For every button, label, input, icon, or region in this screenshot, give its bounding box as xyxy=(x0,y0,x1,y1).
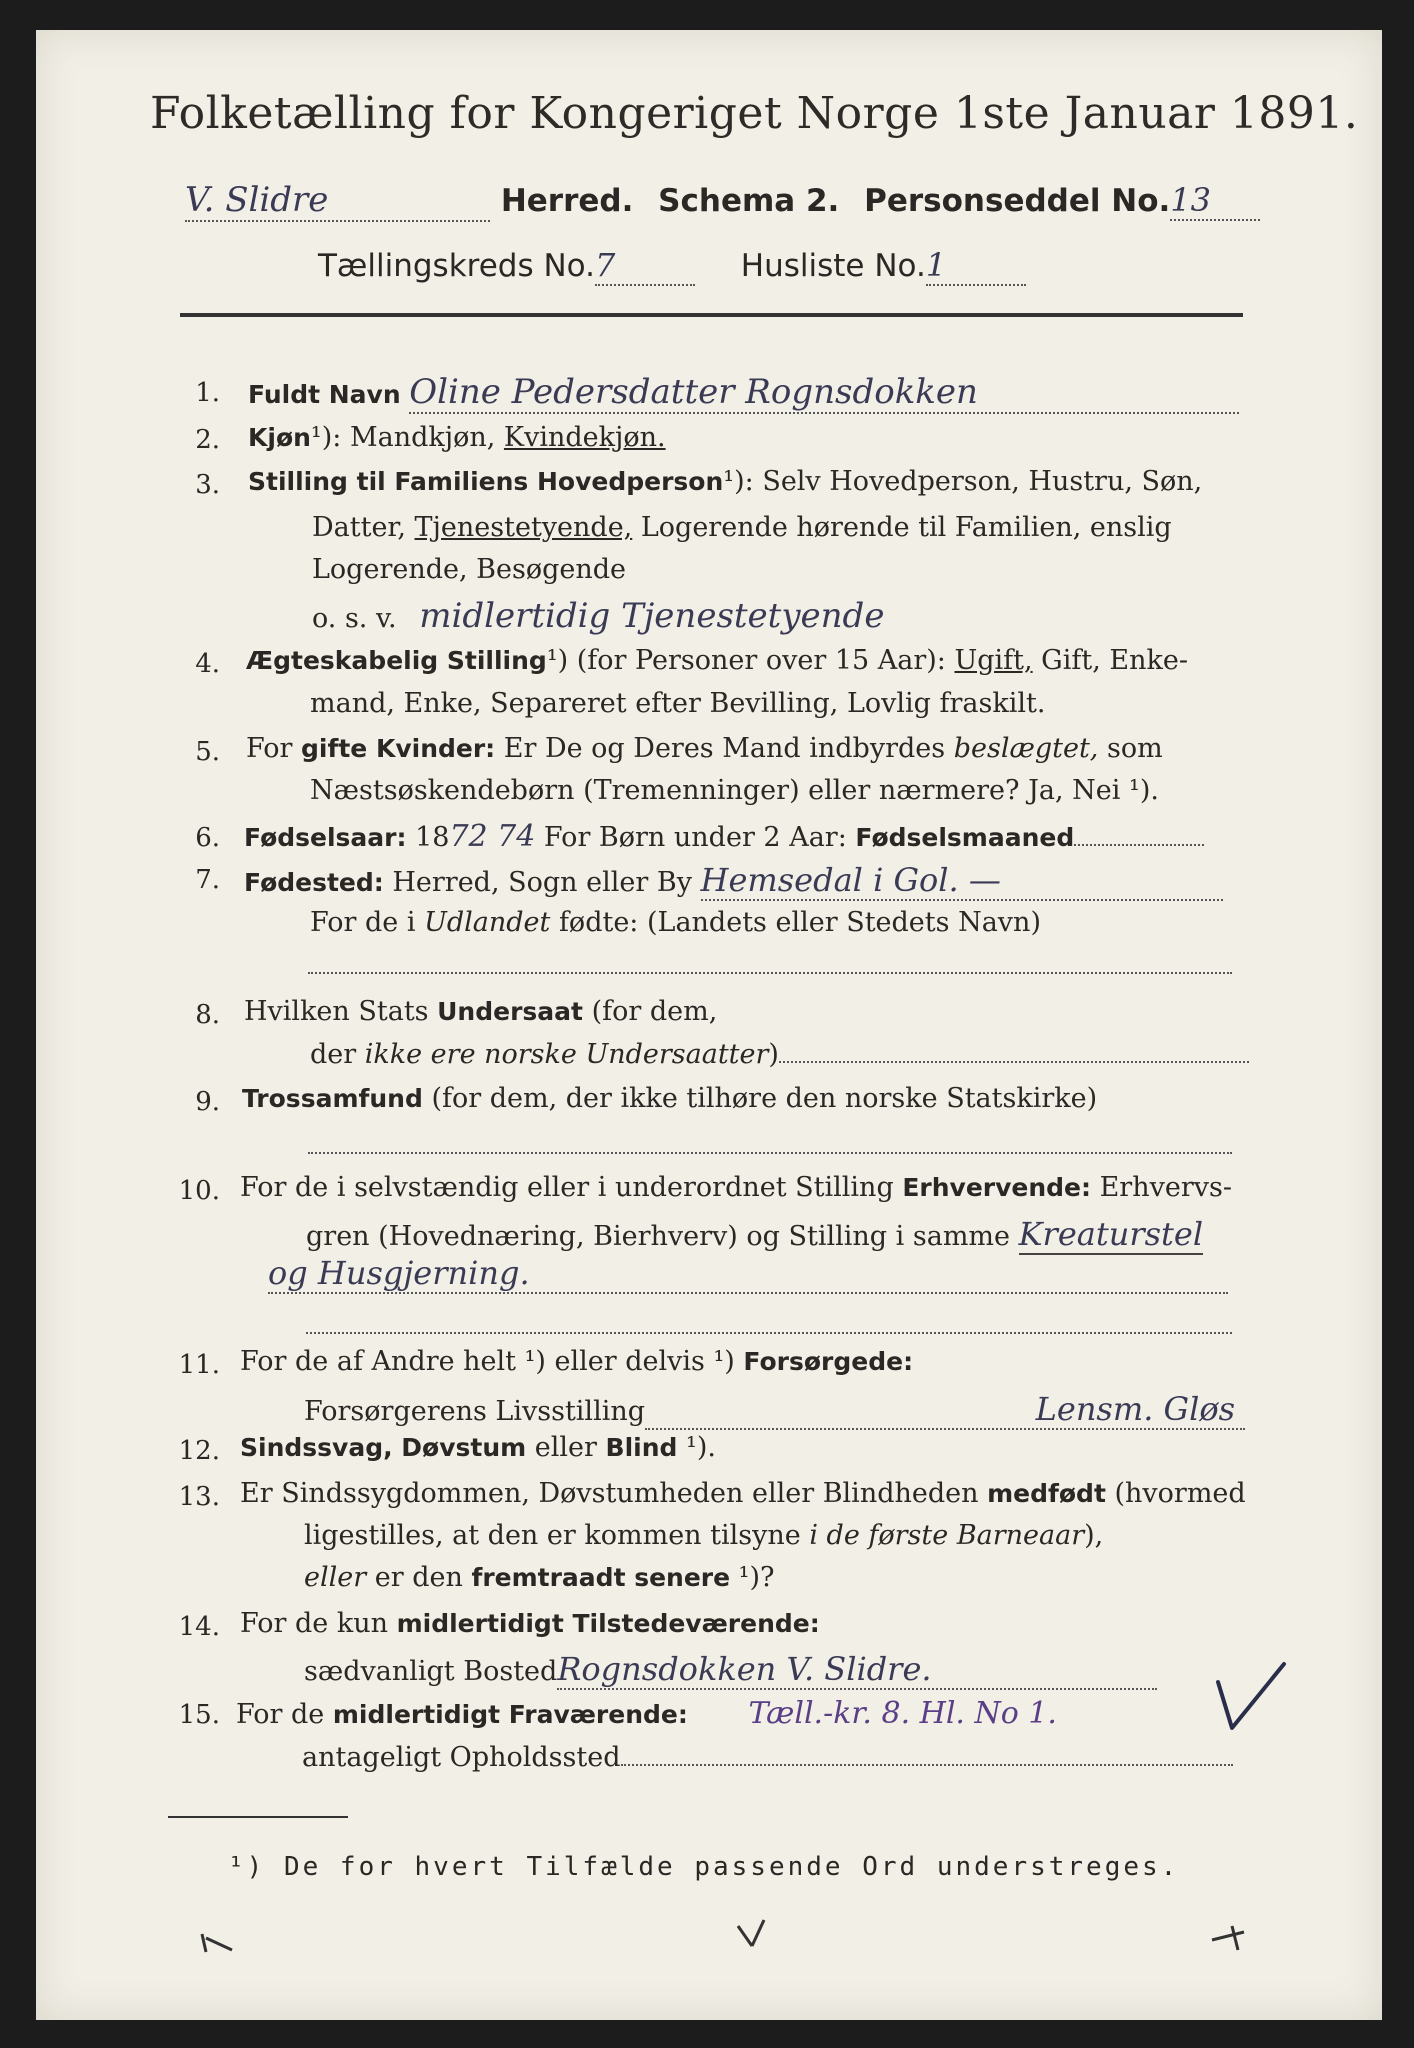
q1-number: 1. xyxy=(195,378,220,408)
q15-line-2 xyxy=(302,1742,1233,1773)
herred-value: V. Slidre xyxy=(185,180,490,222)
q7-line-2 xyxy=(310,907,1041,938)
q15-text-a: For de xyxy=(236,1699,333,1730)
q4-underlined: Ugift, xyxy=(954,645,1033,676)
q2-number: 2. xyxy=(195,425,220,455)
checkmark-icon xyxy=(1210,1660,1290,1740)
q6-label: Fødselsaar: xyxy=(244,823,407,852)
q3-line-3: Logerende, Besøgende xyxy=(312,554,626,585)
q5-line-2: Næstsøskendebørn (Tremenninger) eller nærmere? Ja, Nei ¹). xyxy=(310,775,1159,806)
kreds-label: Tællingskreds No. xyxy=(318,248,595,284)
q3-line-2 xyxy=(312,512,1172,543)
q14-value: Rognsdokken V. Slidre. xyxy=(557,1650,1157,1690)
q8-text-d: ) xyxy=(768,1039,779,1070)
q13-line-2 xyxy=(304,1520,1103,1551)
q11-label: Forsørgede: xyxy=(743,1347,914,1376)
q6-year-prefix: 18 xyxy=(406,822,450,853)
q14-line-1 xyxy=(240,1608,820,1639)
q12-rest: ¹). xyxy=(677,1432,716,1463)
q10-line-2 xyxy=(306,1215,1203,1253)
q8-text-a: Hvilken Stats xyxy=(244,996,438,1027)
personseddel-value: 13 xyxy=(1170,181,1260,221)
q15-text-b: antageligt Opholdssted xyxy=(302,1742,621,1773)
husliste-label: Husliste No. xyxy=(740,248,926,284)
q11-number: 11. xyxy=(178,1350,220,1380)
q3-rest: ¹): Selv Hovedperson, Hustru, Søn, xyxy=(723,466,1203,497)
q12-label: Sindssvag, Døvstum xyxy=(240,1433,527,1462)
q13-number: 13. xyxy=(178,1482,220,1512)
q14-text-a: For de kun xyxy=(240,1608,397,1639)
q13-text-a: Er Sindssygdommen, Døvstumheden eller Blindheden xyxy=(240,1478,988,1509)
q13-text-c: ligestilles, at den er kommen tilsyne xyxy=(304,1520,810,1551)
q12-number: 12. xyxy=(178,1436,220,1466)
q7-value: Hemsedal i Gol. — xyxy=(701,861,1223,901)
herred-label: Herred. xyxy=(500,183,634,219)
kreds-row xyxy=(318,246,1026,286)
herred-row xyxy=(185,180,1260,222)
q11-line-2 xyxy=(304,1390,1245,1430)
footnote: ¹) De for hvert Tilfælde passende Ord understreges. xyxy=(228,1852,1180,1882)
q6-dotted xyxy=(1074,844,1204,846)
q15-label: midlertidigt Fraværende: xyxy=(332,1700,688,1729)
kreds-value: 7 xyxy=(595,246,695,286)
q15-dotted xyxy=(621,1764,1233,1766)
q6-rest-label: Fødselsmaaned xyxy=(855,823,1075,852)
q13-label: medfødt xyxy=(987,1479,1106,1508)
q15-line-1 xyxy=(236,1696,1057,1731)
q5-rest: Er De og Deres Mand indbyrdes xyxy=(495,733,954,764)
q10-text-c: gren (Hovednæring, Bierhverv) og Stilling i samme xyxy=(306,1221,1011,1252)
q7-line-1 xyxy=(244,861,1223,901)
corner-mark-icon xyxy=(198,1928,238,1958)
q4-number: 4. xyxy=(195,649,220,679)
q8-italic: ikke ere norske Undersaatter xyxy=(364,1039,769,1070)
footnote-rule xyxy=(168,1816,348,1818)
q2-row xyxy=(248,422,666,453)
q2-label: Kjøn xyxy=(248,423,311,452)
q8-text-c: der xyxy=(310,1039,365,1070)
q15-number: 15. xyxy=(178,1700,220,1730)
q1-value: Oline Pedersdatter Rognsdokken xyxy=(409,372,1239,414)
q9-rest: (for dem, der ikke tilhøre den norske Statskirke) xyxy=(422,1083,1098,1114)
q5-text-b: som xyxy=(1098,733,1163,764)
q4-line-1 xyxy=(246,645,1188,676)
q3-number: 3. xyxy=(195,470,220,500)
q7-text-a: For de i xyxy=(310,907,425,938)
q2-rest: ¹): Mandkjøn, xyxy=(310,422,504,453)
q11-value: Lensm. Gløs xyxy=(645,1390,1245,1430)
q6-year-value: 72 74 xyxy=(449,819,536,854)
q13-text-d: ), xyxy=(1084,1520,1104,1551)
q10-dotted-line xyxy=(306,1318,1232,1334)
q5-line-1 xyxy=(246,733,1163,764)
q10-line-3 xyxy=(268,1254,1228,1294)
q8-line-1 xyxy=(244,996,717,1027)
q7-text-b: fødte: (Landets eller Stedets Navn) xyxy=(550,907,1041,938)
q4-text-b: Gift, Enke- xyxy=(1032,645,1188,676)
q11-text-a: For de af Andre helt ¹) eller delvis ¹) xyxy=(240,1346,744,1377)
q6-row xyxy=(244,819,1204,854)
q14-label: midlertidigt Tilstedeværende: xyxy=(396,1609,820,1638)
q8-label: Undersaat xyxy=(437,997,583,1026)
q12-mid: eller xyxy=(526,1432,606,1463)
q9-label: Trossamfund xyxy=(242,1084,423,1113)
q8-number: 8. xyxy=(195,1000,220,1030)
q3-value: midlertidig Tjenestetyende xyxy=(419,596,885,636)
q14-text-b: sædvanligt Bosted xyxy=(304,1656,558,1687)
q5-number: 5. xyxy=(195,737,220,767)
q6-number: 6. xyxy=(195,823,220,853)
q3-underlined: Tjenestetyende, xyxy=(414,512,633,543)
q5-text-a: For xyxy=(246,733,302,764)
q13-italic: i de første Barneaar xyxy=(809,1520,1085,1551)
corner-mark-icon xyxy=(1208,1922,1248,1954)
q13-text-e: er den xyxy=(366,1562,472,1593)
q9-number: 9. xyxy=(195,1087,220,1117)
q12-label-2: Blind xyxy=(605,1433,678,1462)
husliste-value: 1 xyxy=(926,246,1026,286)
q11-text-b: Forsørgerens Livsstilling xyxy=(304,1396,646,1427)
q9-row xyxy=(242,1083,1097,1114)
q10-text-b: Erhvervs- xyxy=(1091,1172,1232,1203)
q7-label: Fødested: xyxy=(244,868,384,897)
q13-text-b: (hvormed xyxy=(1105,1478,1246,1509)
q4-rest: ¹) (for Personer over 15 Aar): xyxy=(546,645,955,676)
q10-value-2: og Husgjerning. xyxy=(268,1254,1228,1294)
q14-number: 14. xyxy=(178,1612,220,1642)
q1-label: Fuldt Navn xyxy=(248,380,401,409)
q3-line-1 xyxy=(248,466,1202,497)
q10-label: Erhvervende: xyxy=(902,1173,1092,1202)
q10-number: 10. xyxy=(178,1176,220,1206)
q5-label: gifte Kvinder: xyxy=(301,734,496,763)
q13-italic-2: eller xyxy=(304,1562,367,1593)
q11-line-1 xyxy=(240,1346,913,1377)
q13-line-1 xyxy=(240,1478,1246,1509)
q14-line-2 xyxy=(304,1650,1157,1690)
corner-mark-icon xyxy=(734,1916,770,1952)
q13-text-f: ¹)? xyxy=(730,1562,775,1593)
q4-label: Ægteskabelig Stilling xyxy=(246,646,547,675)
q10-text-a: For de i selvstændig eller i underordnet Stilling xyxy=(240,1172,903,1203)
q8-line-2 xyxy=(310,1039,1249,1070)
q12-row xyxy=(240,1432,716,1463)
q3-line-4 xyxy=(312,596,884,636)
q15-value: Tæll.-kr. 8. Hl. No 1. xyxy=(748,1696,1057,1731)
q7-italic: Udlandet xyxy=(424,907,551,938)
q3-osv: o. s. v. xyxy=(312,603,397,634)
header-divider xyxy=(180,313,1243,317)
q7-number: 7. xyxy=(195,865,220,895)
q10-line-1 xyxy=(240,1172,1232,1203)
q8-text-b: (for dem, xyxy=(582,996,718,1027)
q13-label-2: fremtraadt senere xyxy=(471,1563,731,1592)
q3-text-a: Datter, xyxy=(312,512,415,543)
q1-row xyxy=(248,372,1239,414)
q3-label: Stilling til Familiens Hovedperson xyxy=(248,467,724,496)
q13-line-3 xyxy=(304,1562,775,1593)
q9-dotted-line xyxy=(308,1138,1232,1154)
schema-label: Schema 2. xyxy=(658,183,840,219)
q2-underlined: Kvindekjøn. xyxy=(503,422,666,453)
q7-dotted-line xyxy=(308,958,1232,974)
q4-line-2: mand, Enke, Separeret efter Bevilling, Lovlig fraskilt. xyxy=(310,688,1046,719)
q10-value-1: Kreaturstel xyxy=(1018,1215,1204,1253)
q6-rest: For Børn under 2 Aar: xyxy=(535,822,856,853)
q3-text-b: Logerende hørende til Familien, enslig xyxy=(632,512,1172,543)
q8-dotted xyxy=(779,1061,1249,1063)
q7-rest: Herred, Sogn eller By xyxy=(383,867,692,898)
personseddel-label: Personseddel No. xyxy=(864,183,1171,219)
q5-italic: beslægtet, xyxy=(953,733,1099,764)
form-title: Folketælling for Kongeriget Norge 1ste Januar 1891. xyxy=(150,88,1359,139)
